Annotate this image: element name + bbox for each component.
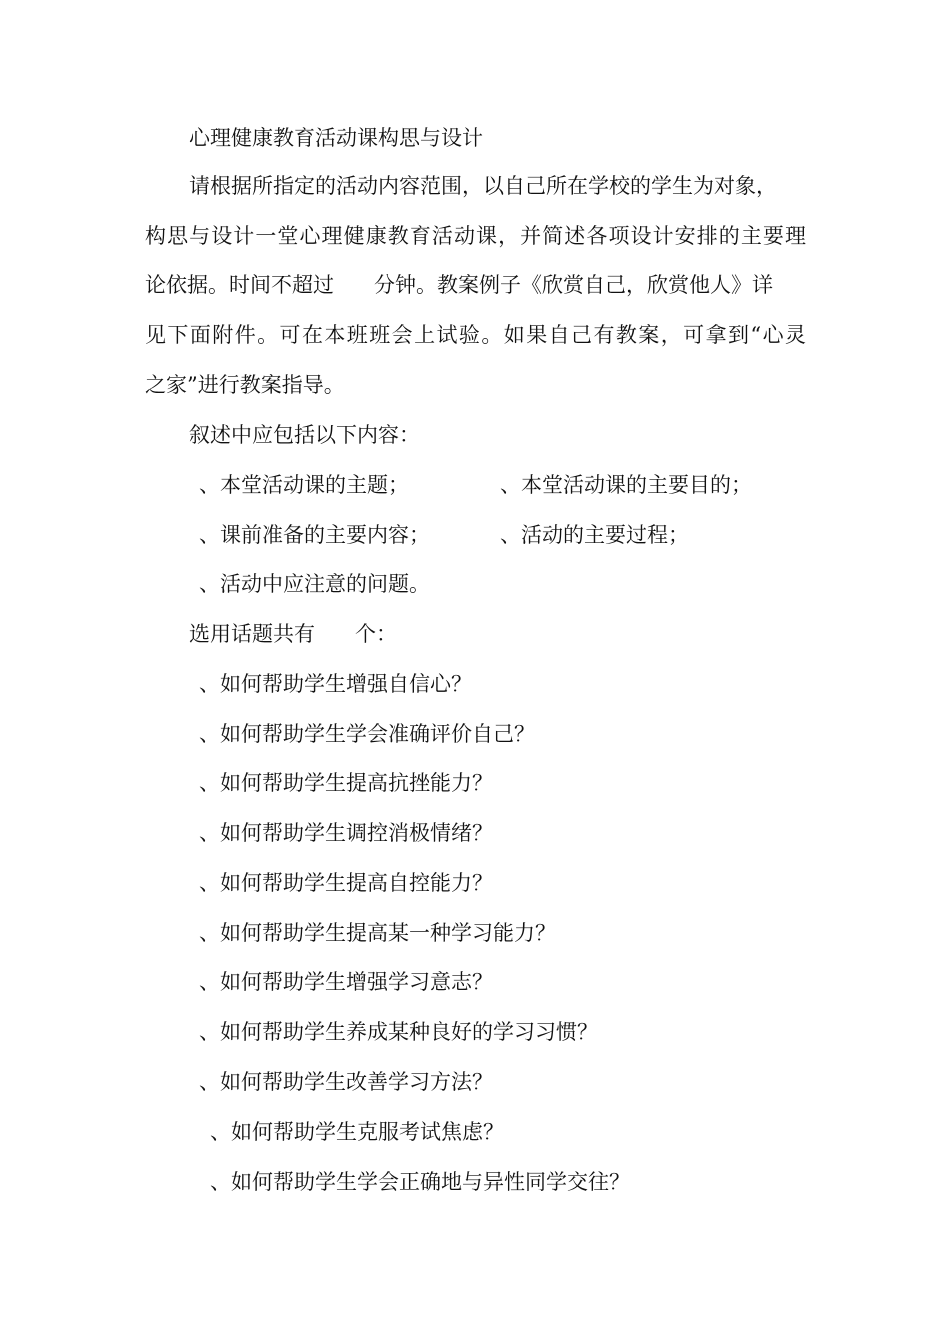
intro-line-3: 论依据。时间不超过 分钟。教案例子《欣赏自己，欣赏他人》详 xyxy=(145,273,774,297)
topic-item: 、如何帮助学生提高自控能力？ xyxy=(199,871,493,895)
topic-item: 、如何帮助学生提高抗挫能力？ xyxy=(199,771,493,795)
topic-item: 、如何帮助学生调控消极情绪？ xyxy=(199,821,493,845)
content-item: 、活动的主要过程； xyxy=(500,523,689,547)
topics-heading: 选用话题共有 个： xyxy=(189,622,398,646)
intro-line-5: 之家”进行教案指导。 xyxy=(145,373,345,397)
topic-item: 、如何帮助学生改善学习方法？ xyxy=(199,1070,493,1094)
intro-line-2: 构思与设计一堂心理健康教育活动课，并简述各项设计安排的主要理 xyxy=(145,224,806,248)
content-item: 、活动中应注意的问题。 xyxy=(199,572,430,596)
intro-line-1: 请根据所指定的活动内容范围，以自己所在学校的学生为对象， xyxy=(189,174,777,198)
intro-line-4: 见下面附件。可在本班班会上试验。如果自己有教案，可拿到“心灵 xyxy=(145,323,806,347)
topic-item: 、如何帮助学生增强自信心？ xyxy=(199,672,472,696)
topic-item: 、如何帮助学生学会正确地与异性同学交往？ xyxy=(210,1170,630,1194)
content-heading: 叙述中应包括以下内容： xyxy=(189,423,420,447)
content-item: 、本堂活动课的主题； xyxy=(199,473,409,497)
content-item: 、本堂活动课的主要目的； xyxy=(500,473,752,497)
topic-item: 、如何帮助学生增强学习意志？ xyxy=(199,970,493,994)
document-title: 心理健康教育活动课构思与设计 xyxy=(189,126,483,150)
topic-item: 、如何帮助学生养成某种良好的学习习惯？ xyxy=(199,1020,598,1044)
topic-item: 、如何帮助学生克服考试焦虑？ xyxy=(210,1120,504,1144)
topic-item: 、如何帮助学生提高某一种学习能力？ xyxy=(199,921,556,945)
content-item: 、课前准备的主要内容； xyxy=(199,523,430,547)
topic-item: 、如何帮助学生学会准确评价自己？ xyxy=(199,722,535,746)
